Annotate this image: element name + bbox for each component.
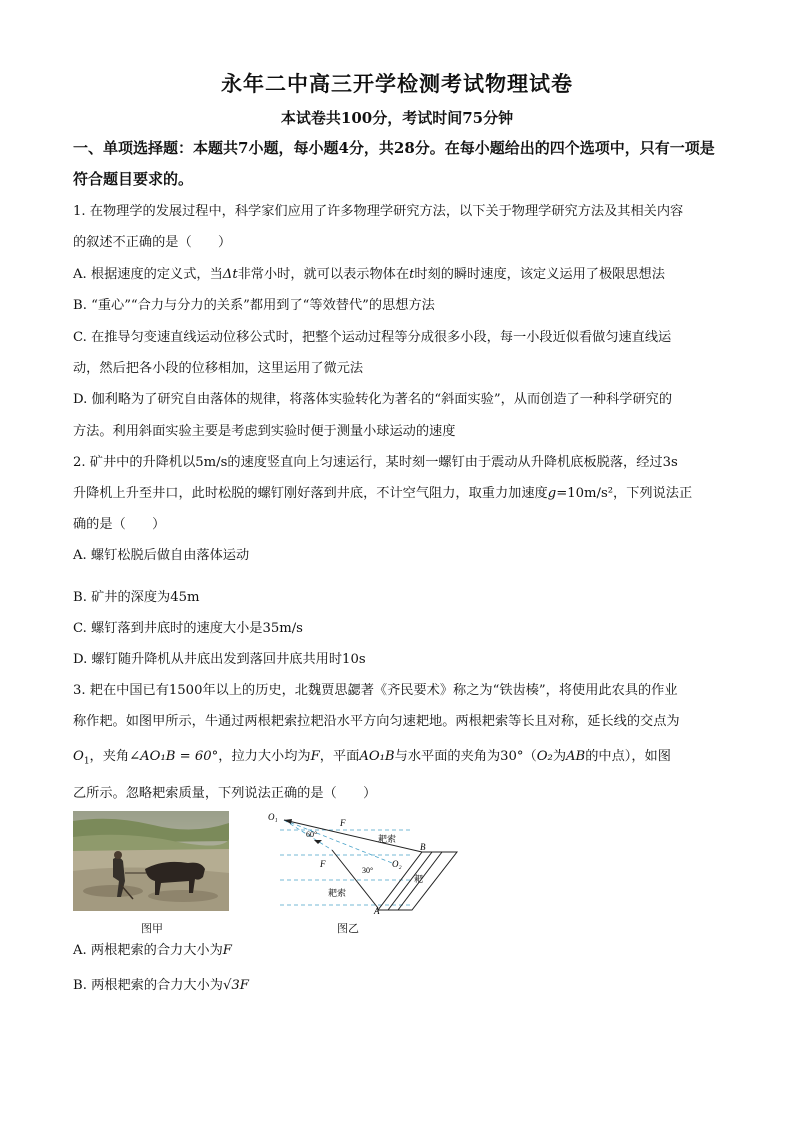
q3-text1: ，夹角 [89, 749, 130, 764]
q3-stem-line2: 称作耙。如图甲所示，牛通过两根耙索拉耙沿水平方向匀速耙地。两根耙索等长且对称，延长线的交点为 [73, 714, 680, 729]
q1-option-a [73, 266, 665, 284]
q3-o1: O [73, 749, 84, 764]
force-diagram [262, 810, 472, 915]
q1-option-a-text2: 非常小时，就可以表示物体在 [237, 267, 410, 282]
q1-option-a-dt: Δt [222, 267, 238, 282]
q3-text5: 为 [552, 749, 566, 764]
q1-option-a-text1: A. 根据速度的定义式，当 [73, 267, 223, 282]
q3-option-b [73, 977, 249, 995]
figure-b-caption: 图乙 [337, 922, 359, 935]
q2-option-d: D. 螺钉随升降机从井底出发到落回井底共用时10s [73, 652, 366, 667]
q3-angle: ∠AO₁B = 60° [129, 749, 219, 764]
q1-option-a-t: t [409, 267, 415, 282]
q1-option-d-line1: D. 伽利略为了研究自由落体的规律，将落体实验转化为著名的“斜面实验”，从而创造了一种科学研究的 [73, 392, 673, 407]
q1-option-d-line2: 方法。利用斜面实验主要是考虑到实验时便于测量小球运动的速度 [73, 424, 456, 439]
section-heading: 一、单项选择题：本题共7小题，每小题4分，共28分。在每小题给出的四个选项中，只有一项是符合题目要求的。 [73, 139, 715, 188]
label-60deg: 60° [306, 830, 318, 839]
q2-option-a: A. 螺钉松脱后做自由落体运动 [73, 548, 250, 563]
q2-stem-line1: 2. 矿井中的升降机以5m/s的速度竖直向上匀速运行，某时刻一螺钉由于震动从升降机底板脱落，经过3s [73, 455, 678, 470]
label-30deg: 30° [362, 866, 374, 875]
q3-stem-line4: 乙所示。忽略耙索质量，下列说法正确的是（ ） [73, 786, 377, 801]
rope-top [284, 820, 422, 852]
label-rope-bottom: 耙索 [328, 888, 347, 898]
q2-stem-line2 [73, 485, 692, 503]
label-rope-top: 耙索 [378, 834, 397, 844]
q1-stem-line1: 1. 在物理学的发展过程中，科学家们应用了许多物理学研究方法，以下关于物理学研究方法及其相关内容 [73, 204, 684, 219]
q1-option-a-text3: 时刻的瞬时速度，该定义运用了极限思想法 [414, 267, 665, 282]
label-harrow: 耙 [414, 874, 424, 884]
q3-option-a [73, 942, 232, 960]
q1-stem-line2: 的叙述不正确的是（ ） [73, 235, 232, 250]
q3-option-a-text: A. 两根耙索的合力大小为 [73, 943, 223, 958]
q3-text3: ，平面 [319, 749, 360, 764]
rope-bottom [332, 850, 378, 908]
q3-o1-sub: 1 [83, 756, 90, 767]
label-o1: O₁ [268, 812, 278, 822]
q3-plane: AO₁B [359, 749, 395, 764]
q3-f: F [310, 749, 320, 764]
q1-option-c-line2: 动，然后把各小段的位移相加，这里运用了微元法 [73, 361, 364, 376]
page-title: 永年二中高三开学检测考试物理试卷 [221, 71, 573, 96]
q2-stem-text2: =10m/s²，下列说法正 [556, 486, 693, 501]
figure-a-caption: 图甲 [141, 922, 163, 935]
q2-option-b: B. 矿井的深度为45m [73, 590, 200, 605]
label-o2: O₂ [392, 859, 402, 869]
q3-text6: 的中点），如图 [585, 749, 671, 764]
label-f-mid: F [320, 859, 326, 869]
q1-option-b: B. “重心”“合力与分力的关系”都用到了“等效替代”的思想方法 [73, 298, 435, 313]
label-f-top: F [340, 818, 346, 828]
q2-stem-line3: 确的是（ ） [73, 517, 166, 532]
label-b: B [420, 842, 426, 852]
ox-plowing-photo [73, 811, 229, 911]
q2-option-c: C. 螺钉落到井底时的速度大小是35m/s [73, 621, 303, 636]
q3-option-a-f: F [222, 943, 232, 958]
q3-ab: AB [566, 749, 586, 764]
q2-stem-g: g [547, 486, 557, 501]
q3-option-b-text: B. 两根耙索的合力大小为 [73, 978, 223, 993]
q3-stem-line3 [73, 748, 671, 771]
q1-option-c-line1: C. 在推导匀变速直线运动位移公式时，把整个运动过程等分成很多小段，每一小段近似看做匀速直线运 [73, 330, 672, 345]
q3-o2: O₂ [536, 749, 553, 764]
force-arrow-top [284, 819, 292, 824]
q3-text4: 与水平面的夹角为30°（ [394, 749, 537, 764]
q3-text2: ，拉力大小均为 [218, 749, 311, 764]
q3-option-b-value: √3F [222, 978, 249, 993]
exam-info: 本试卷共100分，考试时间75分钟 [280, 109, 514, 127]
q2-stem-text1: 升降机上升至井口，此时松脱的螺钉刚好落到井底，不计空气阻力，取重力加速度 [73, 486, 548, 501]
q3-stem-line1: 3. 耙在中国已有1500年以上的历史，北魏贾思勰著《齐民要术》称之为“铁齿楱”，将使用此农具的作业 [73, 683, 678, 698]
label-a: A [374, 906, 380, 915]
